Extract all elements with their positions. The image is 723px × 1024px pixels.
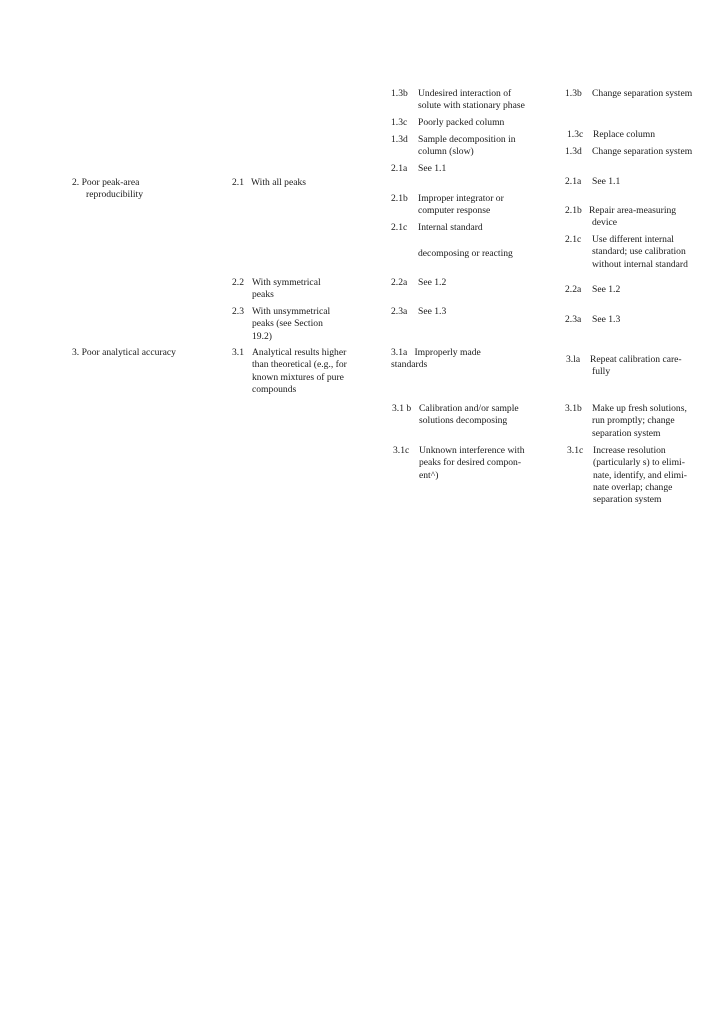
cond-2-1-text: With all peaks xyxy=(251,177,307,188)
remedy-2-2a-num: 2.2a xyxy=(565,284,582,295)
cause-2-1b-line2: computer response xyxy=(418,205,491,217)
cause-3-1c-line1: Unknown interference with xyxy=(419,445,525,456)
remedy-1-3d-num: 1.3d xyxy=(565,146,582,157)
cause-2-1c-line1: Internal standard xyxy=(418,222,483,233)
cause-1-3d-line2: column (slow) xyxy=(418,146,474,158)
cond-2-3-num: 2.3 xyxy=(232,306,244,317)
remedy-3-1b-line2: run promptly; change xyxy=(592,415,675,427)
remedy-1-3b-num: 1.3b xyxy=(565,88,582,99)
cond-2-3-line1: With unsymmetrical xyxy=(252,306,331,317)
remedy-2-1b-num: 2.1b xyxy=(565,205,582,216)
remedy-3-1b-line3: separation system xyxy=(592,427,661,439)
remedy-3-1b-line1: Make up fresh solutions, xyxy=(592,403,687,414)
cond-2-2-line2: peaks xyxy=(252,289,274,301)
cause-2-3a-text: See 1.3 xyxy=(418,306,447,317)
cause-2-1b-num: 2.1b xyxy=(391,193,408,204)
cause-3-1a-line2: standards xyxy=(391,359,428,371)
cause-3-1a-text xyxy=(391,347,481,372)
remedy-2-1c-line1: Use different internal xyxy=(592,234,674,245)
cond-3-1-line4: compounds xyxy=(252,383,297,395)
cause-2-2a-num: 2.2a xyxy=(391,277,408,288)
remedy-3-1c-line2: (particularly s) to elimi- xyxy=(593,457,685,469)
cause-2-1b-line1: Improper integrator or xyxy=(418,193,504,204)
cond-3-1-line2: than theoretical (e.g., for xyxy=(252,359,347,371)
cause-3-1b-num: 3.1 b xyxy=(392,403,412,414)
remedy-3-1c-text xyxy=(593,445,687,506)
cause-3-1a-line1: 3.1a Improperly made xyxy=(391,347,481,358)
remedy-3-1c-line4: nate overlap; change xyxy=(593,481,673,493)
cond-2-3-text xyxy=(252,306,330,343)
cause-2-1a-text: See 1.1 xyxy=(418,163,447,174)
cause-3-1c-line2: peaks for desired compon- xyxy=(419,457,522,469)
cause-3-1c-num: 3.1c xyxy=(393,445,410,456)
remedy-1-3b-text: Change separation system xyxy=(592,88,693,99)
remedy-3-1a-num: 3.la xyxy=(566,354,581,365)
remedy-2-1a-num: 2.1a xyxy=(565,176,582,187)
problem-2-line1: 2. Poor peak-area xyxy=(72,177,140,188)
cond-2-2-num: 2.2 xyxy=(232,277,244,288)
cause-1-3d-num: 1.3d xyxy=(391,134,408,145)
cond-3-1-text xyxy=(252,347,347,396)
cause-1-3d-text xyxy=(418,134,516,159)
cond-2-3-line2: peaks (see Section xyxy=(252,318,323,330)
remedy-2-1b-text xyxy=(589,205,676,230)
remedy-1-3c-text: Replace column xyxy=(593,129,656,140)
remedy-3-1c-line3: nate, identify, and elimi- xyxy=(593,469,687,481)
cause-1-3c-text: Poorly packed column xyxy=(418,117,505,128)
remedy-3-1c-line1: Increase resolution xyxy=(593,445,666,456)
cause-2-1b-text xyxy=(418,193,504,218)
cond-2-2-line1: With symmetrical xyxy=(252,277,321,288)
cause-3-1b-line2: solutions decomposing xyxy=(419,415,508,427)
cond-2-2-text xyxy=(252,277,321,302)
cause-2-1c-line2: decomposing or reacting xyxy=(418,248,513,259)
remedy-3-1a-text xyxy=(590,354,682,379)
remedy-2-1b-line2: device xyxy=(592,217,618,229)
remedy-1-3c-num: 1.3c xyxy=(567,129,584,140)
cause-1-3b-text xyxy=(418,88,525,113)
remedy-2-1c-line2: standard; use calibration xyxy=(592,246,686,258)
cause-1-3d-line1: Sample decomposition in xyxy=(418,134,516,145)
cond-3-1-line3: known mixtures of pure xyxy=(252,371,344,383)
problem-2-label xyxy=(72,177,143,202)
cause-2-2a-text: See 1.2 xyxy=(418,277,447,288)
remedy-2-1b-line1: Repair area-measuring xyxy=(589,205,677,216)
problem-3-label: 3. Poor analytical accuracy xyxy=(72,347,176,358)
remedy-2-3a-num: 2.3a xyxy=(565,314,582,325)
remedy-3-1a-line2: fully xyxy=(592,366,611,378)
cause-1-3b-num: 1.3b xyxy=(391,88,408,99)
remedy-3-1b-text xyxy=(592,403,687,440)
cause-1-3b-line1: Undesired interaction of xyxy=(418,88,512,99)
cond-2-3-line3: 19.2) xyxy=(252,330,272,342)
remedy-2-1c-num: 2.1c xyxy=(565,234,582,245)
cause-2-3a-num: 2.3a xyxy=(391,306,408,317)
remedy-3-1b-num: 3.1b xyxy=(565,403,582,414)
cause-1-3b-line2: solute with stationary phase xyxy=(418,100,525,112)
remedy-2-1c-text xyxy=(592,234,688,271)
remedy-2-3a-text: See 1.3 xyxy=(592,314,621,325)
cause-3-1c-line3: ent^) xyxy=(419,469,439,481)
remedy-3-1c-num: 3.1c xyxy=(567,445,584,456)
remedy-2-1a-text: See 1.1 xyxy=(592,176,621,187)
cond-2-1-num: 2.1 xyxy=(232,177,244,188)
cause-2-1c-num: 2.1c xyxy=(391,222,408,233)
cond-3-1-num: 3.1 xyxy=(232,347,244,358)
remedy-2-2a-text: See 1.2 xyxy=(592,284,621,295)
cause-1-3c-num: 1.3c xyxy=(391,117,408,128)
remedy-2-1c-line3: without internal standard xyxy=(592,258,688,270)
cond-3-1-line1: Analytical results higher xyxy=(252,347,347,358)
remedy-3-1c-line5: separation system xyxy=(593,494,662,506)
cause-3-1b-text xyxy=(419,403,519,428)
cause-3-1b-line1: Calibration and/or sample xyxy=(419,403,519,414)
remedy-1-3d-text: Change separation system xyxy=(592,146,693,157)
remedy-3-1a-line1: Repeat calibration care- xyxy=(590,354,682,365)
problem-2-line2: reproducibility xyxy=(86,189,144,201)
cause-2-1a-num: 2.1a xyxy=(391,163,408,174)
cause-3-1c-text xyxy=(419,445,525,482)
